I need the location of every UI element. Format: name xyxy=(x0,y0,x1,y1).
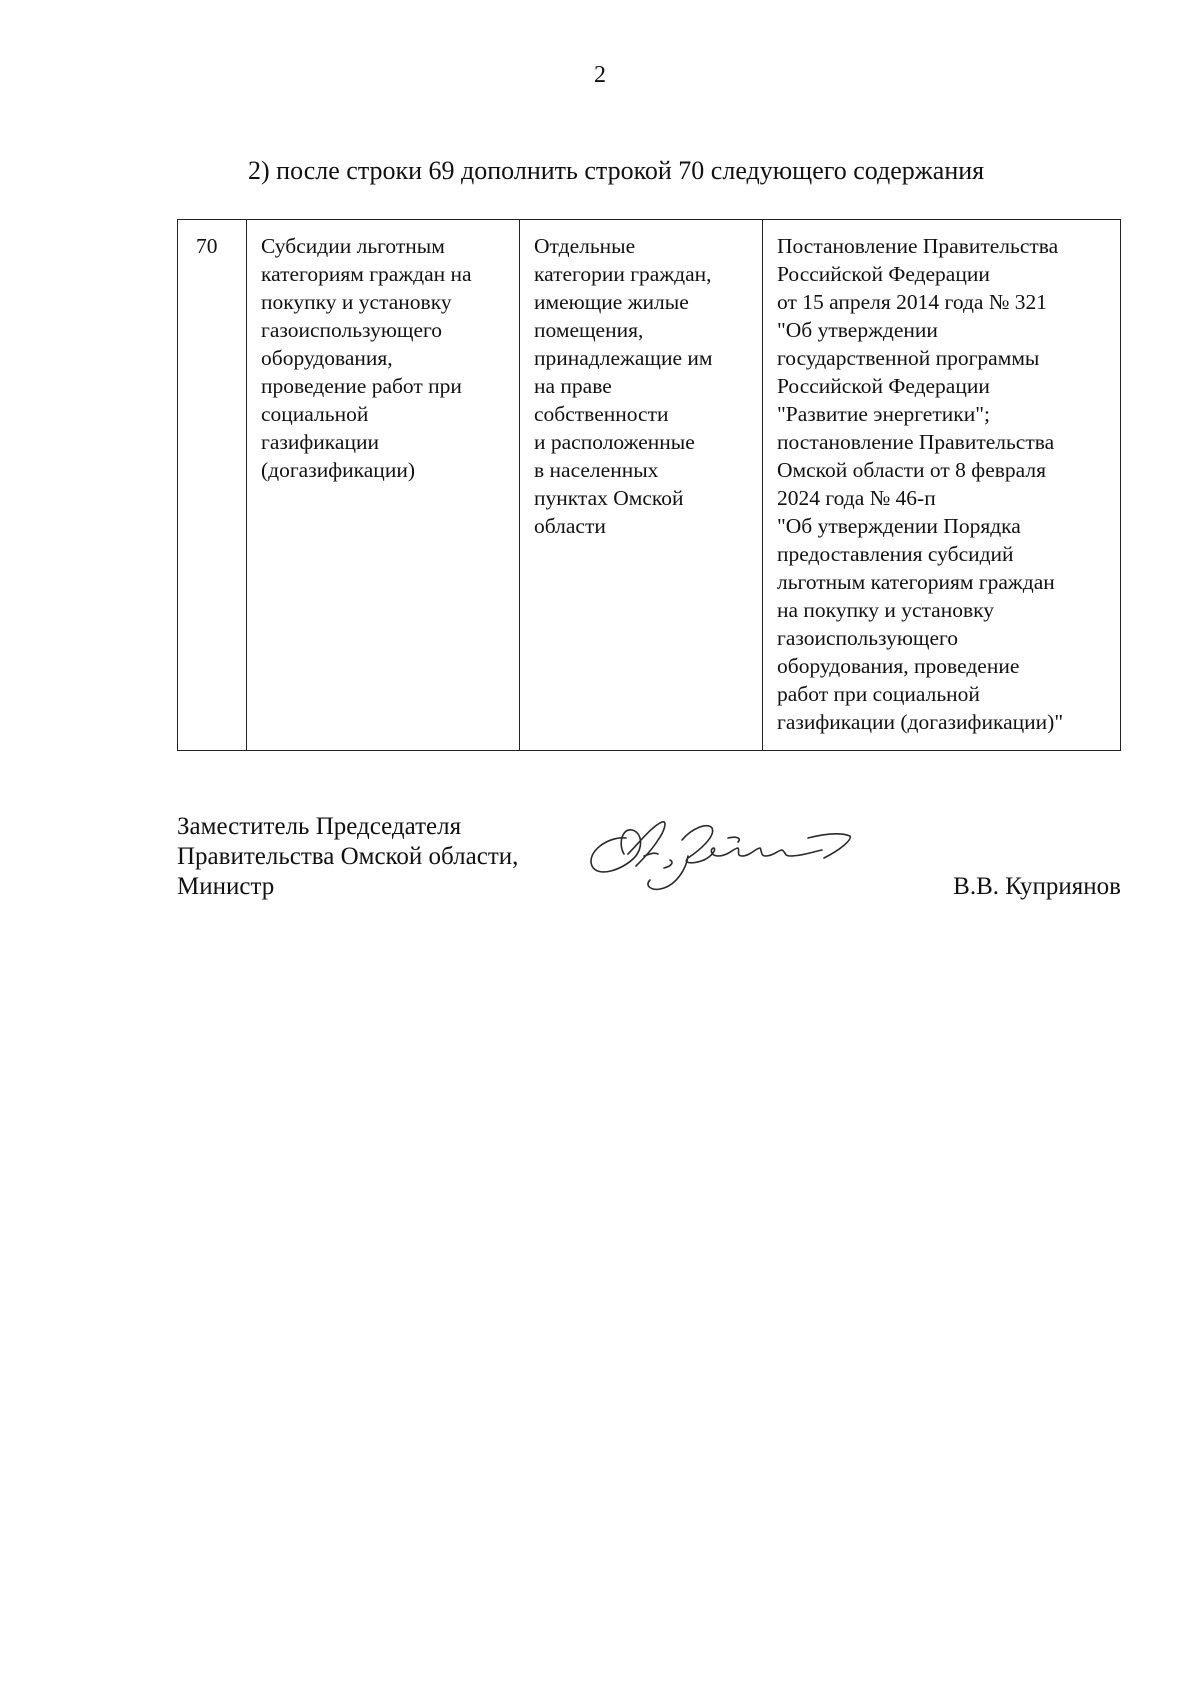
cell-line: Субсидии льготным xyxy=(261,234,445,258)
cell-line: от 15 апреля 2014 года № 321 xyxy=(777,290,1047,314)
signatory-title-line: Заместитель Председателя xyxy=(177,813,462,840)
cell-line: "Развитие энергетики"; xyxy=(777,402,990,426)
cell-line: принадлежащие им xyxy=(534,346,713,370)
cell-line: на покупку и установку xyxy=(777,598,995,622)
cell-line: Омской области от 8 февраля xyxy=(777,458,1046,482)
cell-line: оборудования, xyxy=(261,346,393,370)
cell-line: Российской Федерации xyxy=(777,262,990,286)
row-category-cell xyxy=(520,220,763,751)
row-name-cell xyxy=(247,220,520,751)
cell-line: предоставления субсидий xyxy=(777,542,1014,566)
cell-line: в населенных xyxy=(534,458,659,482)
row-number-cell xyxy=(178,220,247,751)
cell-line: собственности xyxy=(534,402,669,426)
amendment-table xyxy=(177,219,1121,751)
cell-line: области xyxy=(534,514,606,538)
cell-line: оборудования, проведение xyxy=(777,654,1020,678)
intro-text: 2) после строки 69 дополнить строкой 70 следующего содержания xyxy=(248,156,985,185)
cell-line: государственной программы xyxy=(777,346,1040,370)
cell-line: 2024 года № 46-п xyxy=(777,486,936,510)
signatory-title-line: Министр xyxy=(177,873,275,900)
cell-line: газификации xyxy=(261,430,379,454)
cell-line: "Об утверждении xyxy=(777,318,938,342)
page-number: 2 xyxy=(594,62,606,88)
cell-line: льготным категориям граждан xyxy=(777,570,1055,594)
handwritten-signature xyxy=(578,808,878,898)
signatory-title-line: Правительства Омской области, xyxy=(177,843,519,870)
cell-line: газоиспользующего xyxy=(777,626,959,650)
cell-line: (догазификации) xyxy=(261,458,415,482)
cell-line: Отдельные xyxy=(534,234,636,258)
cell-line: и расположенные xyxy=(534,430,695,454)
cell-line: категориям граждан на xyxy=(261,262,472,286)
row-number: 70 xyxy=(196,234,218,258)
cell-line: "Об утверждении Порядка xyxy=(777,514,1021,538)
cell-line: социальной xyxy=(261,402,369,426)
cell-line: Российской Федерации xyxy=(777,374,990,398)
cell-line: проведение работ при xyxy=(261,374,462,398)
cell-line: категории граждан, xyxy=(534,262,712,286)
cell-line: постановление Правительства xyxy=(777,430,1055,454)
cell-line: помещения, xyxy=(534,318,644,342)
cell-line: имеющие жилые xyxy=(534,290,689,314)
table-row xyxy=(178,220,1121,751)
cell-line: работ при социальной xyxy=(777,682,980,706)
cell-line: Постановление Правительства xyxy=(777,234,1059,258)
cell-line: газификации (догазификации)" xyxy=(777,710,1064,734)
cell-line: на праве xyxy=(534,374,612,398)
signatory-name: В.В. Куприянов xyxy=(953,873,1121,900)
cell-line: покупку и установку xyxy=(261,290,452,314)
cell-line: пунктах Омской xyxy=(534,486,684,510)
cell-line: газоиспользующего xyxy=(261,318,443,342)
row-basis-cell xyxy=(763,220,1121,751)
signatory-title xyxy=(177,812,518,902)
